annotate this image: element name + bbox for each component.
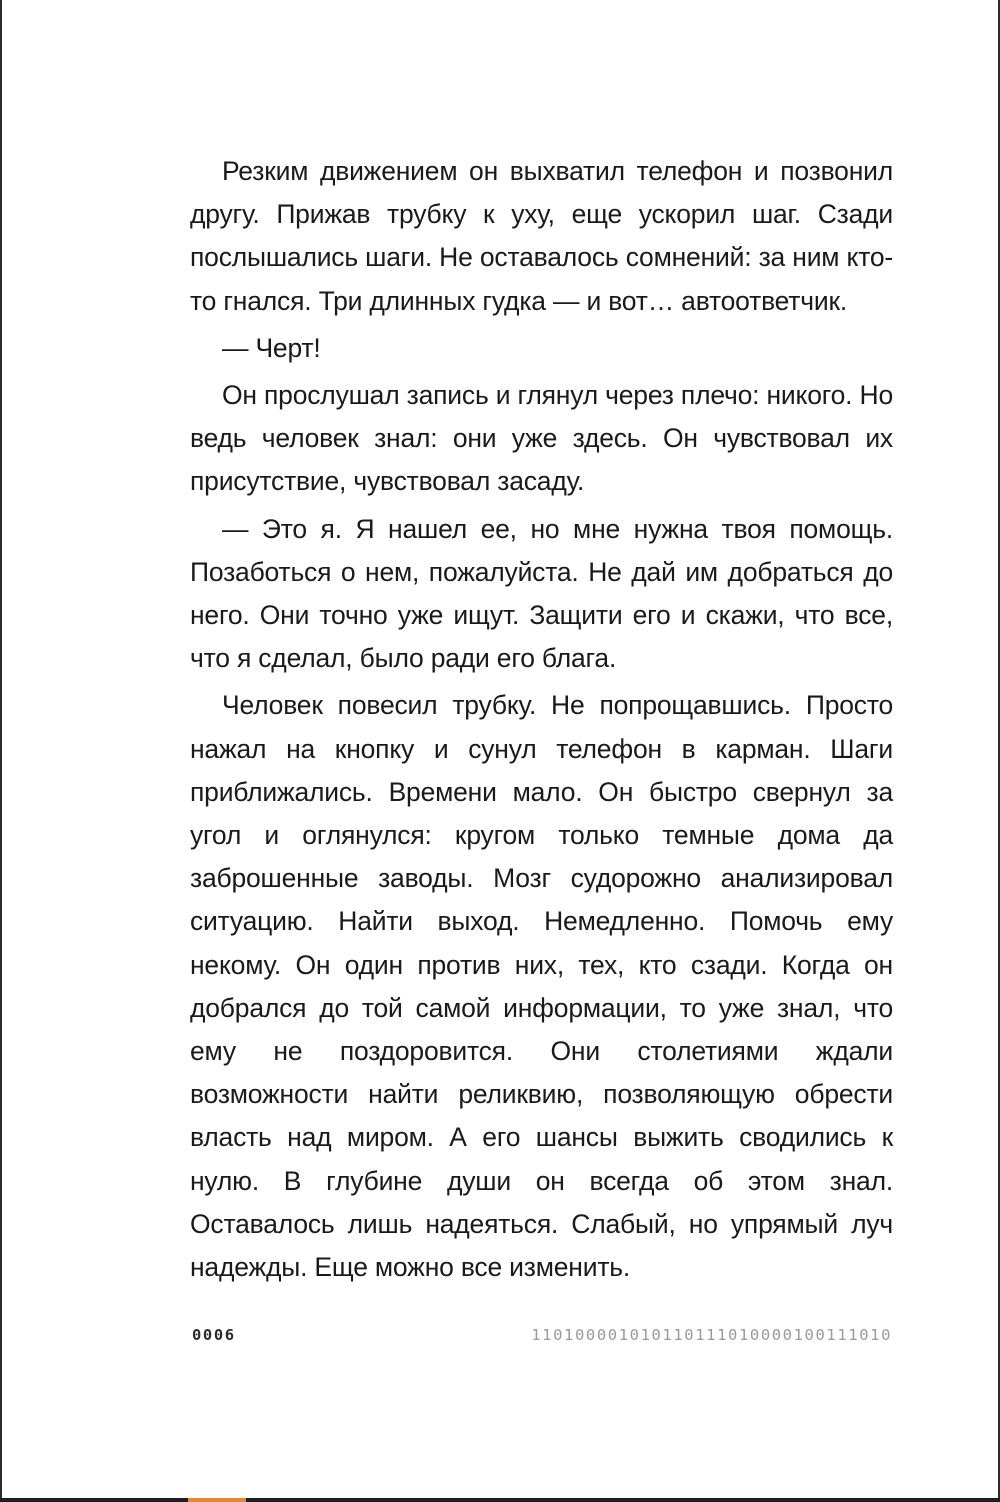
paragraph-exclamation: — Черт! (222, 332, 321, 363)
page-bottom-edge (0, 1498, 1000, 1502)
page-footer (192, 1326, 892, 1350)
page-left-edge (0, 0, 2, 1502)
paragraph-message: — Это я. Я нашел ее, но мне нужна твоя помощь. Позаботься о нем, пожалуйста. Не дай им добраться до него. Они точно уже ищут. Защити его и скажи, что все, что я сделал, было ради его блага. (190, 513, 893, 674)
page-number: 0006 (192, 1326, 236, 1344)
paragraph-phone-call: Резким движением он выхватил телефон и позвонил другу. Прижав трубку к уху, еще ускорил шаг. Сзади послышались шаги. Не оставалось сомнений: за ним кто-то гнался. Три длинных гудка — и вот… автоответчик. (190, 156, 893, 316)
binary-code: 110100001010110111010000100111010 (531, 1326, 892, 1344)
page-accent-bar (188, 1498, 246, 1502)
page-body-text (190, 150, 893, 1289)
paragraph-hung-up: Человек повесил трубку. Не попрощавшись. Просто нажал на кнопку и сунул телефон в карман. Шаги приближались. Времени мало. Он быстро свернул за угол и оглянулся: кругом только темные дома да заброшенные заводы. Мозг судорожно анализировал ситуацию. Найти выход. Немедленно. Помочь ему некому. Он один против них, тех, кто сзади. Когда он добрался до той самой информации, то уже знал, что ему не поздоровится. Они столетиями ждали возможности найти реликвию, позволяющую обрести власть над миром. А его шансы выжить сводились к нулю. В глубине души он всегда об этом знал. Оставалось лишь надеяться. Слабый, но упрямый луч надежды. Еще можно все изменить. (190, 690, 893, 1283)
paragraph-listened: Он прослушал запись и глянул через плечо: никого. Но ведь человек знал: они уже здесь. Он чувствовал их присутствие, чувствовал засаду. (190, 380, 893, 497)
